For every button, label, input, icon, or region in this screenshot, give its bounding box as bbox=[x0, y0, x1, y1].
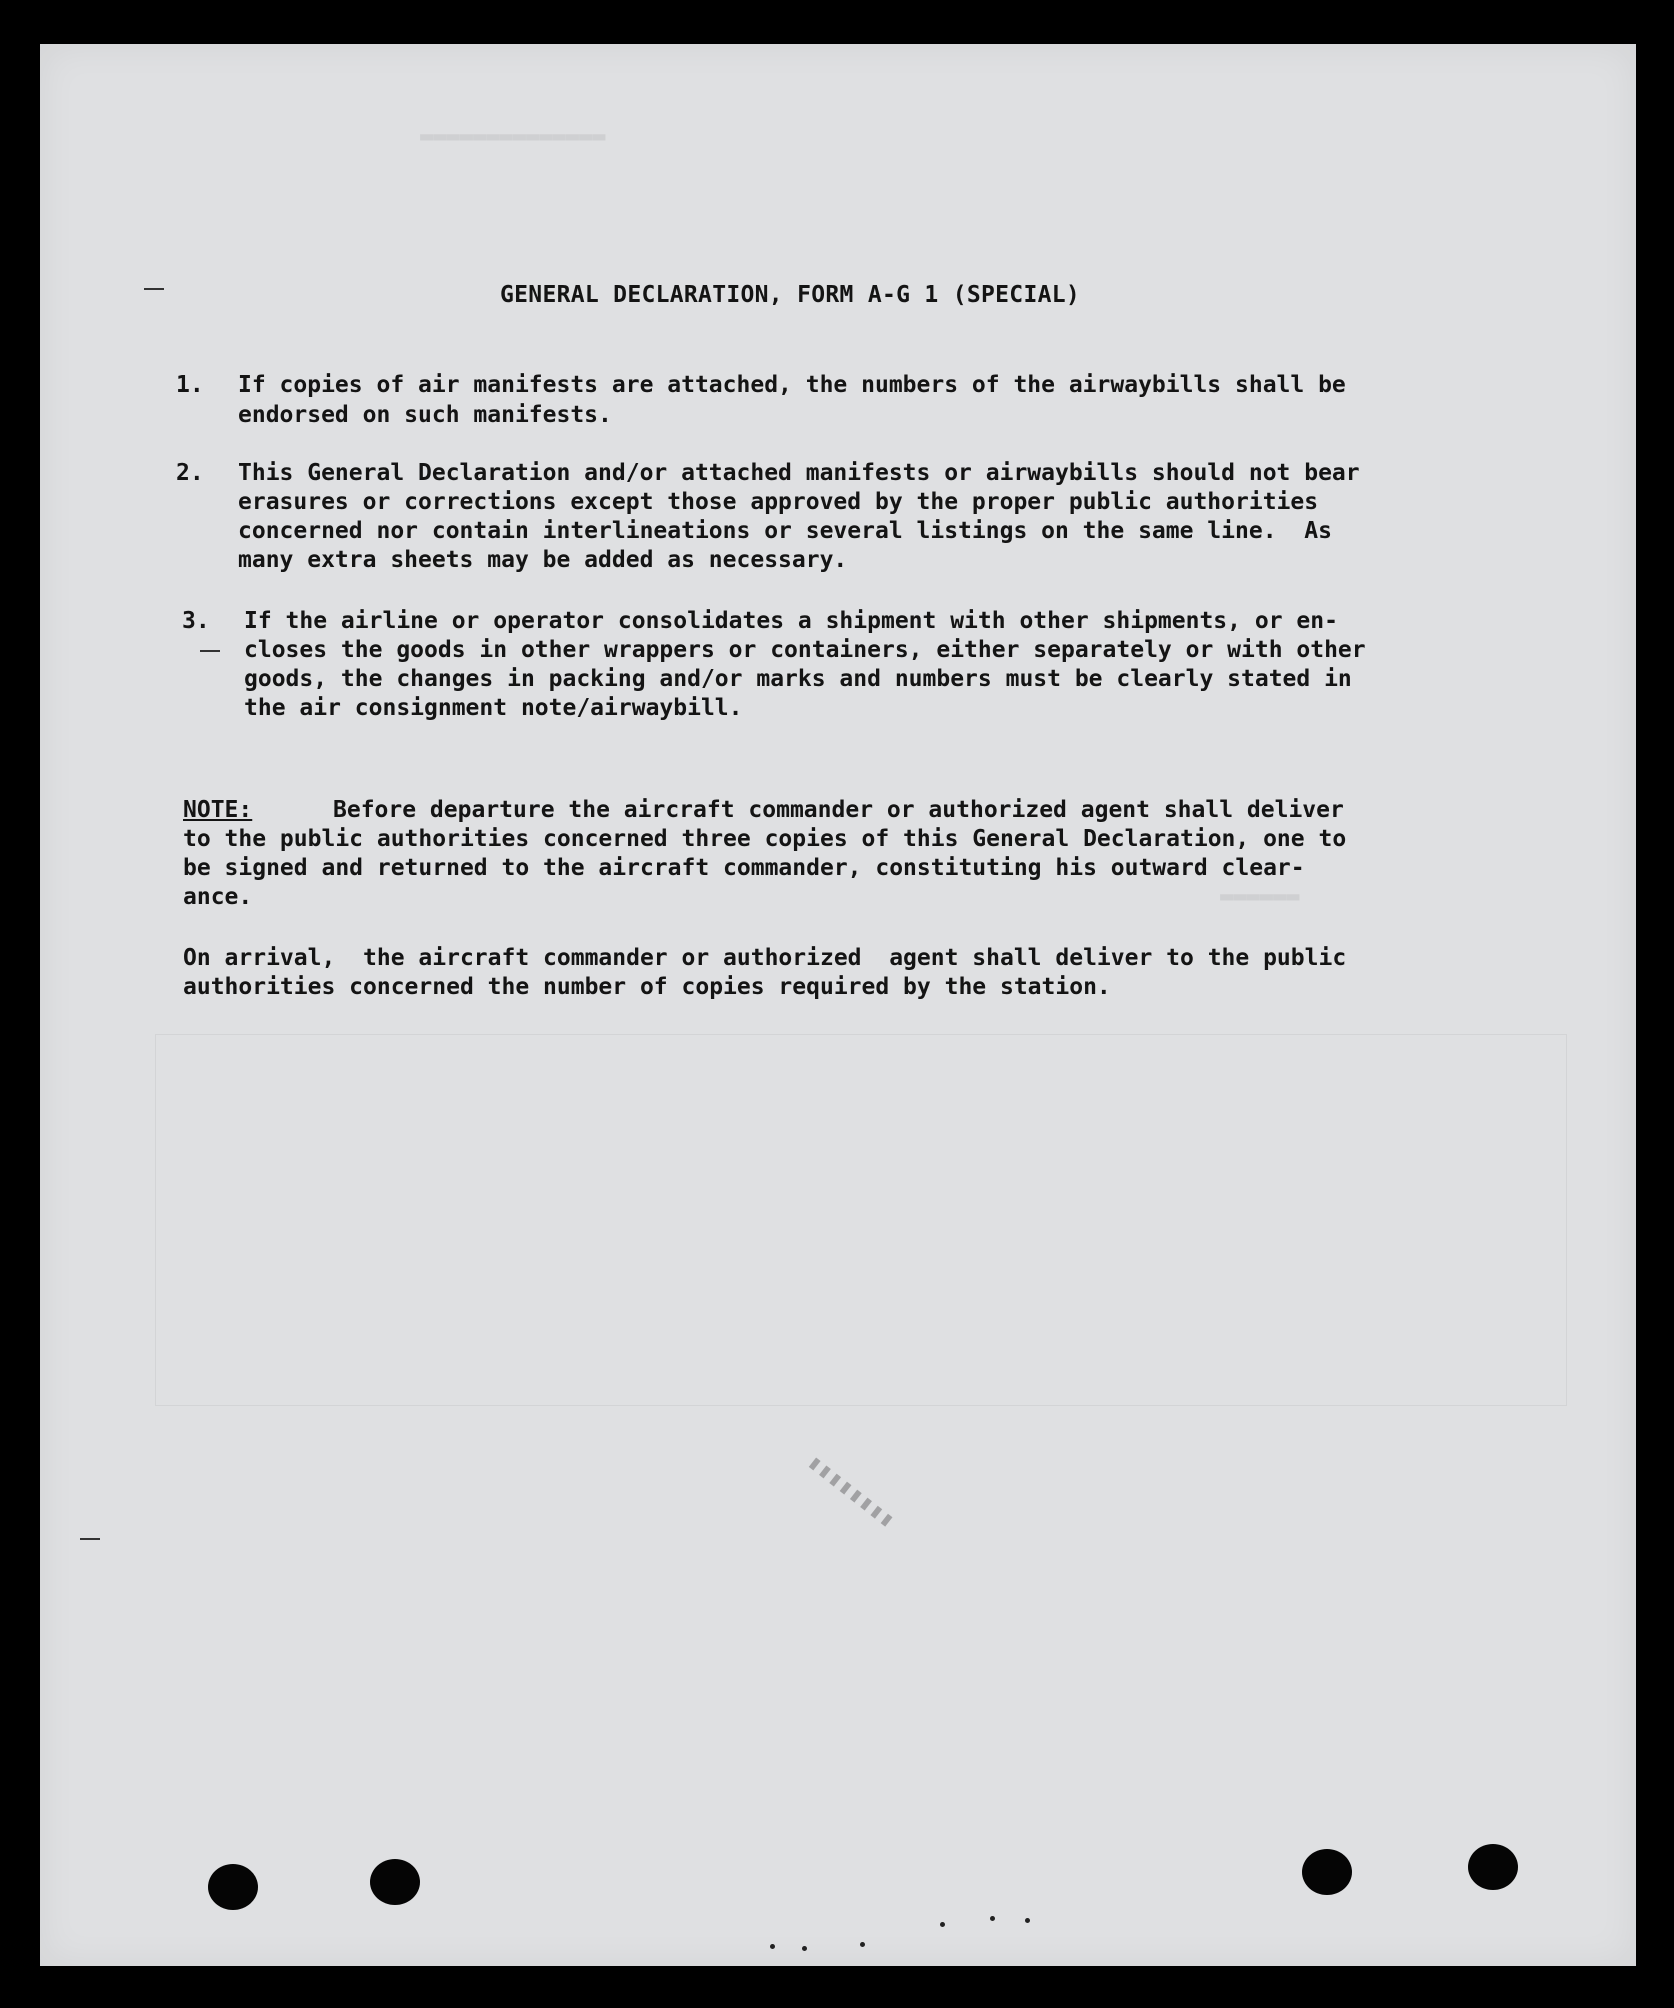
speck bbox=[940, 1922, 945, 1927]
item-text-line: concerned nor contain interlineations or several listings on the same line. As bbox=[238, 518, 1332, 544]
item-number: 3. bbox=[182, 608, 210, 634]
item-number: 2. bbox=[176, 460, 204, 486]
stamp-mark: ▮▮▮▮▮▮▮▮ bbox=[803, 1449, 901, 1533]
item-text-line: erasures or corrections except those approved by the proper public authorities bbox=[238, 489, 1319, 515]
speck bbox=[860, 1942, 865, 1947]
speck bbox=[802, 1946, 807, 1951]
punch-hole bbox=[1302, 1849, 1352, 1895]
note-text-line: to the public authorities concerned three copies of this General Declaration, one to bbox=[183, 826, 1347, 852]
punch-hole bbox=[1468, 1844, 1518, 1890]
bleed-through-text: ▬▬▬▬▬▬ bbox=[1220, 884, 1300, 909]
note-text-line: ance. bbox=[183, 884, 253, 910]
speck bbox=[1025, 1918, 1030, 1923]
item-text-line: endorsed on such manifests. bbox=[238, 402, 612, 428]
item-text-line: closes the goods in other wrappers or containers, either separately or with other bbox=[244, 637, 1366, 663]
arrival-text-line: On arrival, the aircraft commander or authorized agent shall deliver to the public bbox=[183, 945, 1347, 971]
item-text-line: If the airline or operator consolidates a shipment with other shipments, or en- bbox=[244, 608, 1338, 634]
bleed-through-box bbox=[155, 1034, 1567, 1406]
arrival-text-line: authorities concerned the number of copies required by the station. bbox=[183, 974, 1111, 1000]
item-text-line: goods, the changes in packing and/or marks and numbers must be clearly stated in bbox=[244, 666, 1352, 692]
punch-hole bbox=[208, 1864, 258, 1910]
note-text-line: Before departure the aircraft commander or authorized agent shall deliver bbox=[333, 797, 1344, 823]
speck bbox=[990, 1916, 995, 1921]
list-item-3 bbox=[182, 607, 1542, 727]
item-number: 1. bbox=[176, 372, 204, 398]
note-label: NOTE: bbox=[183, 797, 253, 823]
note-paragraph bbox=[183, 796, 1583, 916]
punch-hole bbox=[370, 1859, 420, 1905]
list-item-1 bbox=[176, 371, 1536, 431]
speck bbox=[770, 1944, 775, 1949]
arrival-paragraph bbox=[183, 944, 1583, 1004]
page-title: GENERAL DECLARATION, FORM A-G 1 (SPECIAL) bbox=[500, 282, 1081, 308]
document-page bbox=[40, 44, 1636, 1966]
list-item-2 bbox=[176, 459, 1536, 579]
margin-mark bbox=[80, 1538, 100, 1540]
item-text-line: If copies of air manifests are attached, the numbers of the airwaybills shall be bbox=[238, 372, 1346, 398]
item-text-line: many extra sheets may be added as necessary. bbox=[238, 547, 848, 573]
margin-mark bbox=[144, 288, 164, 290]
item-text-line: This General Declaration and/or attached manifests or airwaybills should not bear bbox=[238, 460, 1360, 486]
bleed-through-text: ▬▬▬▬▬▬▬▬▬▬▬▬▬▬ bbox=[420, 124, 606, 149]
item-text-line: the air consignment note/airwaybill. bbox=[244, 695, 743, 721]
note-text-line: be signed and returned to the aircraft commander, constituting his outward clear- bbox=[183, 855, 1305, 881]
